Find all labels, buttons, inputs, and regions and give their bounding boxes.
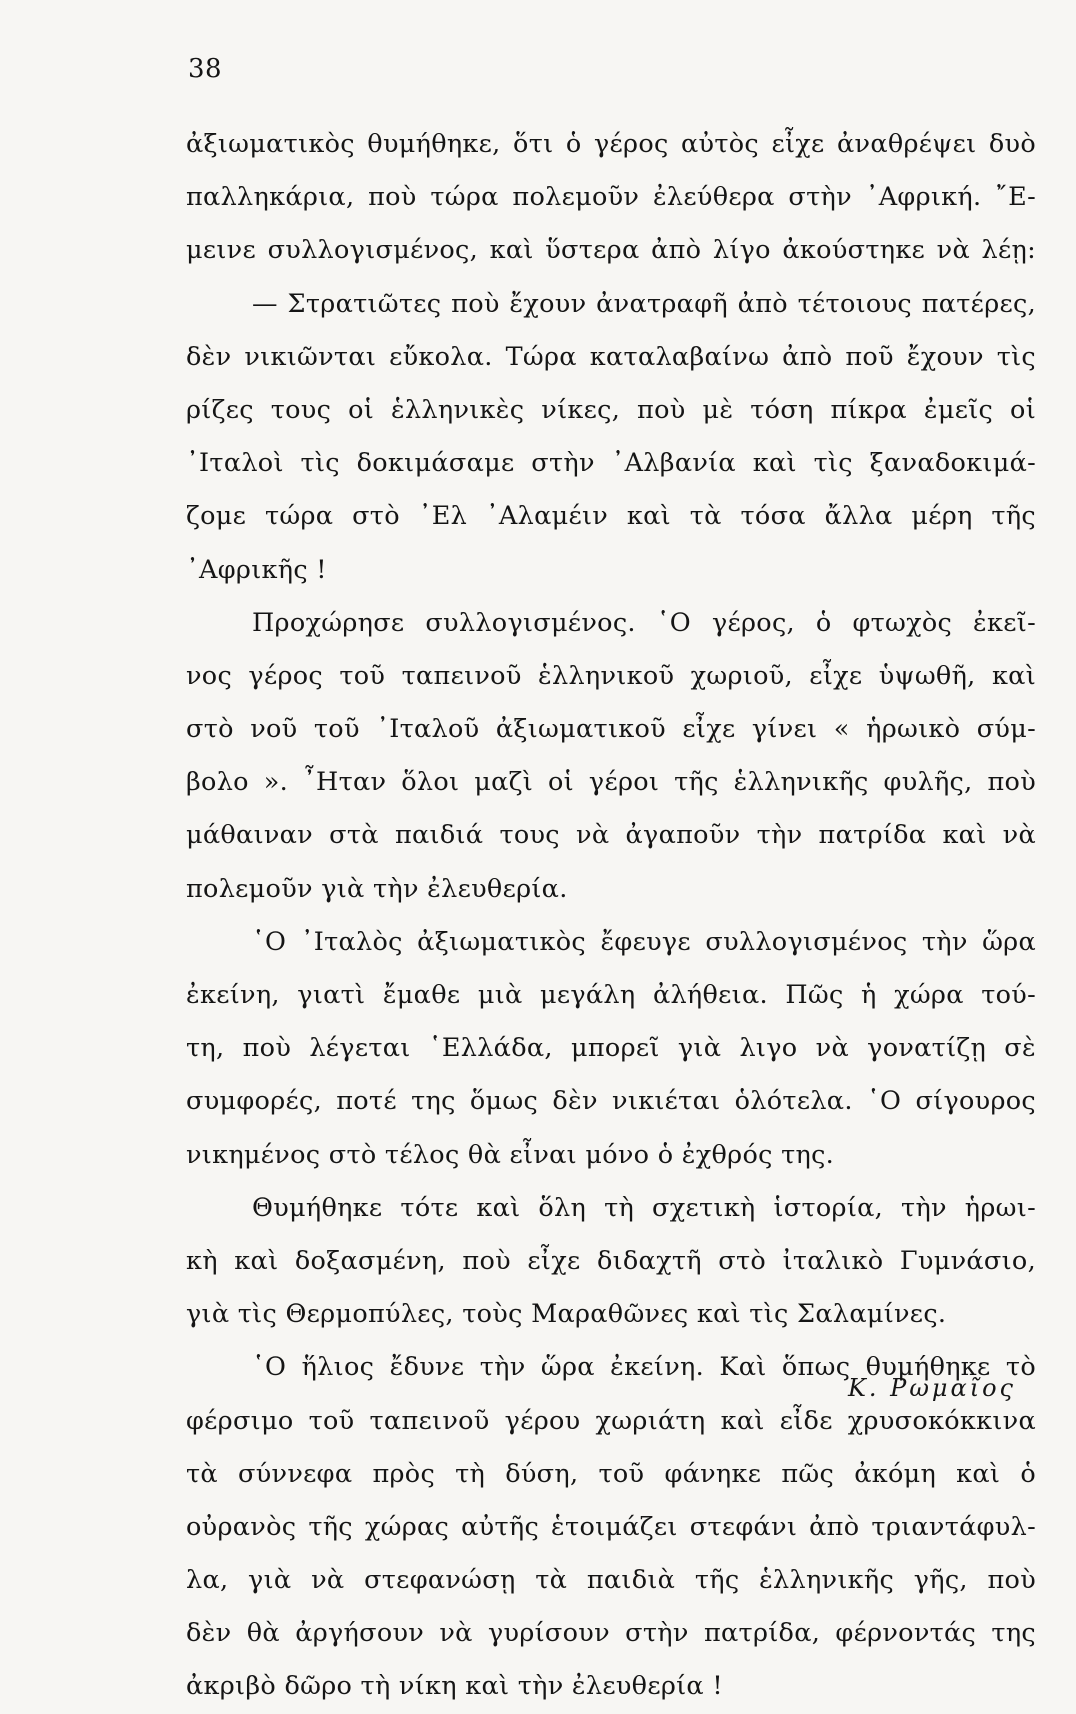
text-line: παλληκάρια, ποὺ τώρα πολεμοῦν ἐλεύθερα στὴν ᾿Αφρική. ῎Ε-	[186, 182, 1036, 213]
text-line: πολεμοῦν γιὰ τὴν ἐλευθερία.	[186, 873, 568, 904]
text-line: γιὰ τὶς Θερμοπύλες, τοὺς Μαραθῶνες καὶ τὶς Σαλαμίνες.	[186, 1299, 947, 1330]
text-line: συμφορές, ποτέ της ὅμως δὲν νικιέται ὁλότελα. ῾Ο σίγουρος	[186, 1086, 1036, 1117]
text-line: βολο ». ῏Ηταν ὅλοι μαζὶ οἱ γέροι τῆς ἑλληνικῆς φυλῆς, ποὺ	[186, 767, 1036, 798]
author-signature: Κ. Ρωμαῖος	[847, 1374, 1016, 1402]
text-line: κὴ καὶ δοξασμένη, ποὺ εἶχε διδαχτῆ στὸ ἰταλικὸ Γυμνάσιο,	[186, 1245, 1036, 1276]
text-line: δὲν νικιῶνται εὔκολα. Τώρα καταλαβαίνω ἀπὸ ποῦ ἔχουν τὶς	[186, 341, 1036, 372]
page-number: 38	[188, 54, 223, 84]
text-line: δὲν θὰ ἀργήσουν νὰ γυρίσουν στὴν πατρίδα, φέρνοντάς της	[186, 1618, 1036, 1649]
text-line: νικημένος στὸ τέλος θὰ εἶναι μόνο ὁ ἐχθρός της.	[186, 1139, 835, 1170]
text-line: ῾Ο ἥλιος ἔδυνε τὴν ὥρα ἐκείνη. Καὶ ὅπως θυμήθηκε τὸ	[252, 1352, 1036, 1383]
text-line: στὸ νοῦ τοῦ ᾿Ιταλοῦ ἀξιωματικοῦ εἶχε γίνει « ἡρωικὸ σύμ-	[186, 714, 1036, 745]
text-line: ᾿Ιταλοὶ τὶς δοκιμάσαμε στὴν ᾿Αλβανία καὶ τὶς ξαναδοκιμά-	[186, 448, 1036, 479]
text-line: ρίζες τους οἱ ἑλληνικὲς νίκες, ποὺ μὲ τόση πίκρα ἐμεῖς οἱ	[186, 394, 1036, 425]
text-line: μεινε συλλογισμένος, καὶ ὕστερα ἀπὸ λίγο ἀκούστηκε νὰ λέῃ:	[186, 235, 1036, 266]
text-line: μάθαιναν στὰ παιδιά τους νὰ ἀγαποῦν τὴν πατρίδα καὶ νὰ	[186, 820, 1036, 851]
body-text	[186, 118, 1036, 1714]
text-line: ἀξιωματικὸς θυμήθηκε, ὅτι ὁ γέρος αὐτὸς εἶχε ἀναθρέψει δυὸ	[186, 129, 1036, 159]
text-line: λα, γιὰ νὰ στεφανώσῃ τὰ παιδιὰ τῆς ἑλληνικῆς γῆς, ποὺ	[186, 1565, 1036, 1596]
text-line: ᾿Αφρικῆς !	[186, 554, 327, 585]
text-line: ἀκριβὸ δῶρο τὴ νίκη καὶ τὴν ἐλευθερία !	[186, 1671, 723, 1702]
text-line: ῾Ο ᾿Ιταλὸς ἀξιωματικὸς ἔφευγε συλλογισμένος τὴν ὥρα	[252, 926, 1036, 957]
text-line: — Στρατιῶτες ποὺ ἔχουν ἀνατραφῆ ἀπὸ τέτοιους πατέρες,	[252, 288, 1036, 319]
text-line: οὐρανὸς τῆς χώρας αὐτῆς ἑτοιμάζει στεφάνι ἀπὸ τριαντάφυλ-	[186, 1511, 1036, 1542]
text-line: νος γέρος τοῦ ταπεινοῦ ἑλληνικοῦ χωριοῦ, εἶχε ὑψωθῆ, καὶ	[186, 660, 1036, 691]
text-line: ζομε τώρα στὸ ᾿Ελ ᾿Αλαμέιν καὶ τὰ τόσα ἄλλα μέρη τῆς	[186, 501, 1036, 532]
text-line: Προχώρησε συλλογισμένος. ῾Ο γέρος, ὁ φτωχὸς ἐκεῖ-	[252, 607, 1036, 638]
text-line: Θυμήθηκε τότε καὶ ὅλη τὴ σχετικὴ ἱστορία, τὴν ἡρωι-	[252, 1192, 1036, 1223]
text-line: ἐκείνη, γιατὶ ἔμαθε μιὰ μεγάλη ἀλήθεια. Πῶς ἡ χώρα τού-	[186, 980, 1036, 1010]
text-line: τὰ σύννεφα πρὸς τὴ δύση, τοῦ φάνηκε πῶς ἀκόμη καὶ ὁ	[186, 1458, 1036, 1489]
text-line: τη, ποὺ λέγεται ῾Ελλάδα, μπορεῖ γιὰ λιγο νὰ γονατίζῃ σὲ	[186, 1033, 1036, 1064]
text-line: φέρσιμο τοῦ ταπεινοῦ γέρου χωριάτη καὶ εἶδε χρυσοκόκκινα	[186, 1405, 1036, 1436]
